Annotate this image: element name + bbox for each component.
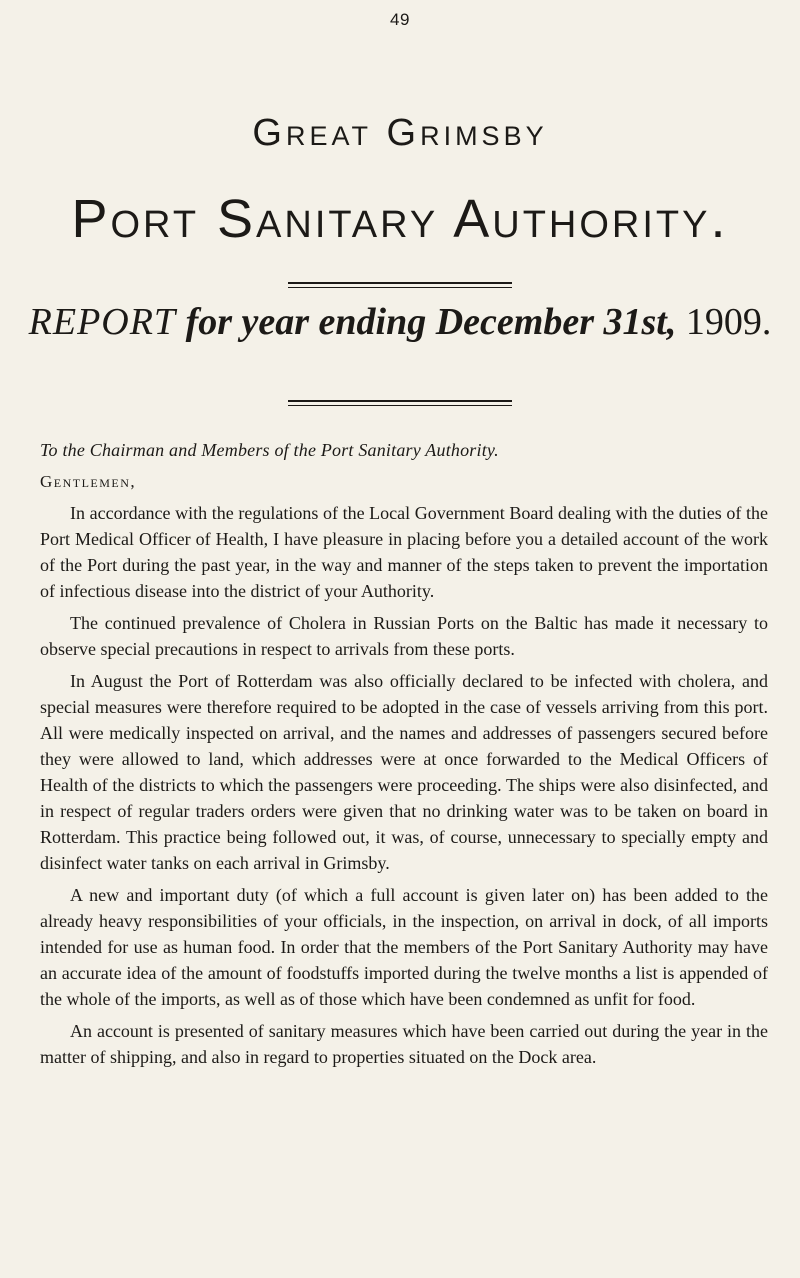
title-rule-top bbox=[288, 282, 512, 284]
report-heading bbox=[0, 300, 800, 344]
report-period: for year ending December 31st, bbox=[185, 301, 677, 343]
report-year: 1909. bbox=[685, 301, 772, 343]
heading-rule-bottom bbox=[288, 405, 512, 406]
paragraph: A new and important duty (of which a full account is given later on) has been added to the already heavy responsibilities of your officials, in the inspection, on arrival in dock, of all imports intended for use as human food. In order that the members of the Port Sanitary Authority may have an accurate idea of the amount of foodstuffs imported during the twelve months a list is appended of the whole of the imports, as well as of those which have been condemned as unfit for food. bbox=[40, 885, 768, 1009]
title-great-grimsby: Great Grimsby bbox=[252, 112, 548, 154]
title-rule-bottom bbox=[288, 287, 512, 288]
page-number: 49 bbox=[390, 10, 410, 29]
address-line: To the Chairman and Members of the Port Sanitary Authority. bbox=[40, 440, 499, 460]
report-word: REPORT bbox=[28, 301, 177, 343]
salutation: Gentlemen, bbox=[40, 472, 137, 491]
heading-rule-top bbox=[288, 400, 512, 402]
paragraph: The continued prevalence of Cholera in Russian Ports on the Baltic has made it necessary to observe special precautions in respect to arrivals from these ports. bbox=[40, 613, 768, 659]
paragraph: In accordance with the regulations of the Local Government Board dealing with the duties of the Port Medical Officer of Health, I have pleasure in placing before you a detailed account of the work of the Port during the past year, in the way and manner of the steps taken to prevent the importation of infectious disease into the district of your Authority. bbox=[40, 503, 768, 601]
paragraph: An account is presented of sanitary measures which have been carried out during the year in the matter of shipping, and also in regard to properties situated on the Dock area. bbox=[40, 1021, 768, 1067]
report-body bbox=[40, 500, 768, 1076]
paragraph: In August the Port of Rotterdam was also officially declared to be infected with cholera, and special measures were therefore required to be adopted in the case of vessels arriving from this port. All were medically inspected on arrival, and the names and addresses of passengers secured before they were allowed to land, which addresses were at once forwarded to the Medical Officers of Health of the districts to which the passengers were proceeding. The ships were also disinfected, and in respect of regular traders orders were given that no drinking water was to be taken on board in Rotterdam. This practice being followed out, it was, of course, unnecessary to specially empty and disinfect water tanks on each arrival in Grimsby. bbox=[40, 671, 768, 873]
title-port-sanitary-authority: Port Sanitary Authority. bbox=[71, 189, 729, 249]
